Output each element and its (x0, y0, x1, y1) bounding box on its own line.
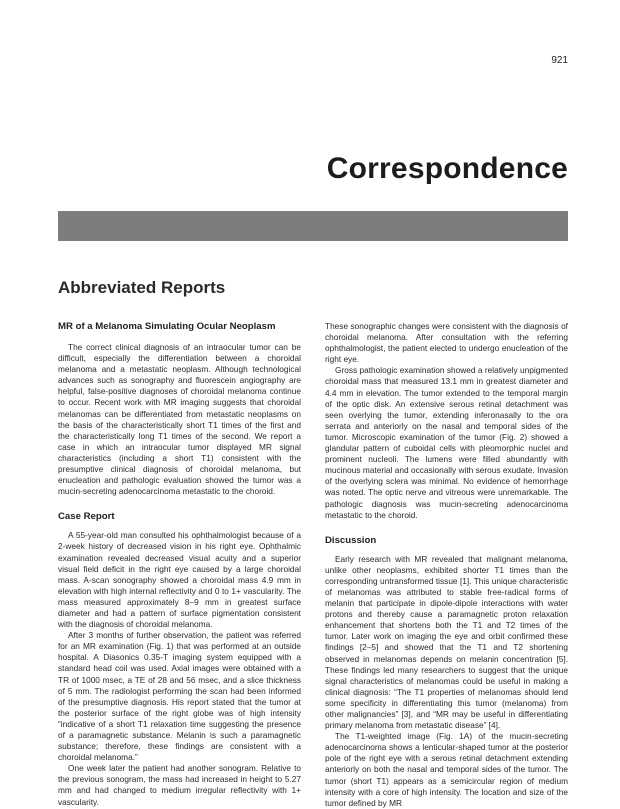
article-title: MR of a Melanoma Simulating Ocular Neoplasm (58, 321, 276, 332)
left-column (58, 321, 301, 808)
case-continuation-paragraph: These sonographic changes were consistent with the diagnosis of choroidal melanoma. After consultation with the referring ophthalmologist, the patient elected to undergo enucleation of the right eye. (325, 321, 568, 365)
journal-section-title: Correspondence (326, 152, 568, 185)
case-paragraph: A 55-year-old man consulted his ophthalmologist because of a 2-week history of decreased vision in his right eye. Ophthalmic examination revealed decreased visual acuity and a superior visual field deficit in the right eye caused by a large choroidal mass. A-scan sonography showed a choroidal mass 4.9 mm in elevation with high internal reflectivity and 0 to 1+ vascularity. The mass measured approximately 8–9 mm in greatest surface diameter and had a pattern of surface pigmentation consistent with the diagnosis of choroidal melanoma. (58, 530, 301, 630)
case-paragraph: After 3 months of further observation, the patient was referred for an MR examination (Fig. 1) that was performed at an outside hospital. A Diasonics 0.35-T imaging system equipped with a standard head coil was used. Axial images were obtained with a TR of 1000 msec, a TE of 28 and 56 msec, and a slice thickness of 5 mm. The radiologist performing the scan had been informed of the presumptive diagnosis. His report stated that the tumor at the posterior surface of the right globe was of high intensity “indicative of a short T1 relaxation time suggesting the presence of a paramagnetic substance. Melanin is such a paramagnetic substance; therefore, these findings are consistent with a choroidal melanoma.” (58, 630, 301, 763)
section-heading: Abbreviated Reports (58, 278, 226, 297)
page-number: 921 (551, 55, 568, 66)
right-column (325, 321, 568, 809)
discussion-paragraph: The T1-weighted image (Fig. 1A) of the mucin-secreting adenocarcinoma shows a lenticular-shaped tumor at the posterior pole of the right eye with a serous retinal detachment extending anteriorly on both the nasal and temporal sides of the tumor. The tumor (short T1) appears as a semicircular region of medium intensity with a core of high intensity. The location and size of the tumor defined by MR (325, 731, 568, 808)
discussion-heading: Discussion (325, 534, 377, 546)
pathology-paragraph: Gross pathologic examination showed a relatively unpigmented choroidal mass that measured 13.1 mm in greatest diameter and 4.4 mm in elevation. The tumor extended to the temporal margin of the optic disk. An extensive serous retinal detachment was seen overlying the tumor, extending inferonasally to the ora serrata and anteriorly on the nasal and temporal sides of the tumor. Microscopic examination of the tumor (Fig. 2) showed a glandular pattern of cuboidal cells with pleomorphic nuclei and prominent nucleoli. The lumens were filled abundantly with mucinous material and occasionally with serous exudate. Invasion of the overlying sclera was minimal. No evidence of hemorrhage was noted. The optic nerve and vitreous were unremarkable. The pathologic diagnosis was mucin-secreting adenocarcinoma metastatic to the choroid. (325, 365, 568, 520)
discussion-paragraph: Early research with MR revealed that malignant melanoma, unlike other neoplasms, exhibited shorter T1 times than the corresponding untransformed tissue [1]. This unique characteristic of melanomas was attributed to stable free-radical forms of melanin that participate in dipole-dipole interactions with water protons and thereby cause a paramagnetic proton relaxation enhancement that shortens both the T1 and T2 times of the tumor. Later work on imaging the eye and orbit confirmed these findings [2–5] and showed that the T1 and T2 shortening observed in melanomas depends on melanin concentration [5]. These findings led many researchers to suggest that the unique signal characteristics of melanomas could be useful in making a clinical diagnosis: “The T1 properties of melanomas should lend some specificity in differentiating this tumor (melanoma) from other malignancies” [3], and “MR may be useful in differentiating primary melanoma from metastatic disease” [4]. (325, 553, 568, 731)
intro-paragraph: The correct clinical diagnosis of an intraocular tumor can be difficult, especially the differentiation between a choroidal melanoma and a metastatic neoplasm. Although technological advances such as sonography and fluorescein angiography are helpful, false-positive diagnoses of choroidal melanoma continue to occur. Recent work with MR imaging suggests that choroidal melanomas can be differentiated from metastatic neoplasms on the basis of the characteristically short T1 times of the first and the characteristically long T1 times of the second. We report a case in which an intraocular tumor displayed MR signal characteristics (including a short T1) consistent with the presumptive clinical diagnosis of choroidal melanoma, but enucleation and pathologic evaluation showed the tumor was a mucin-secreting adenocarcinoma metastatic to the choroid. (58, 342, 301, 497)
header-band (58, 211, 568, 241)
case-paragraph: One week later the patient had another sonogram. Relative to the previous sonogram, the mass had increased in height to 5.27 mm and had changed to medium irregular reflectivity with 1+ vascularity. (58, 763, 301, 807)
case-report-heading: Case Report (58, 511, 115, 523)
